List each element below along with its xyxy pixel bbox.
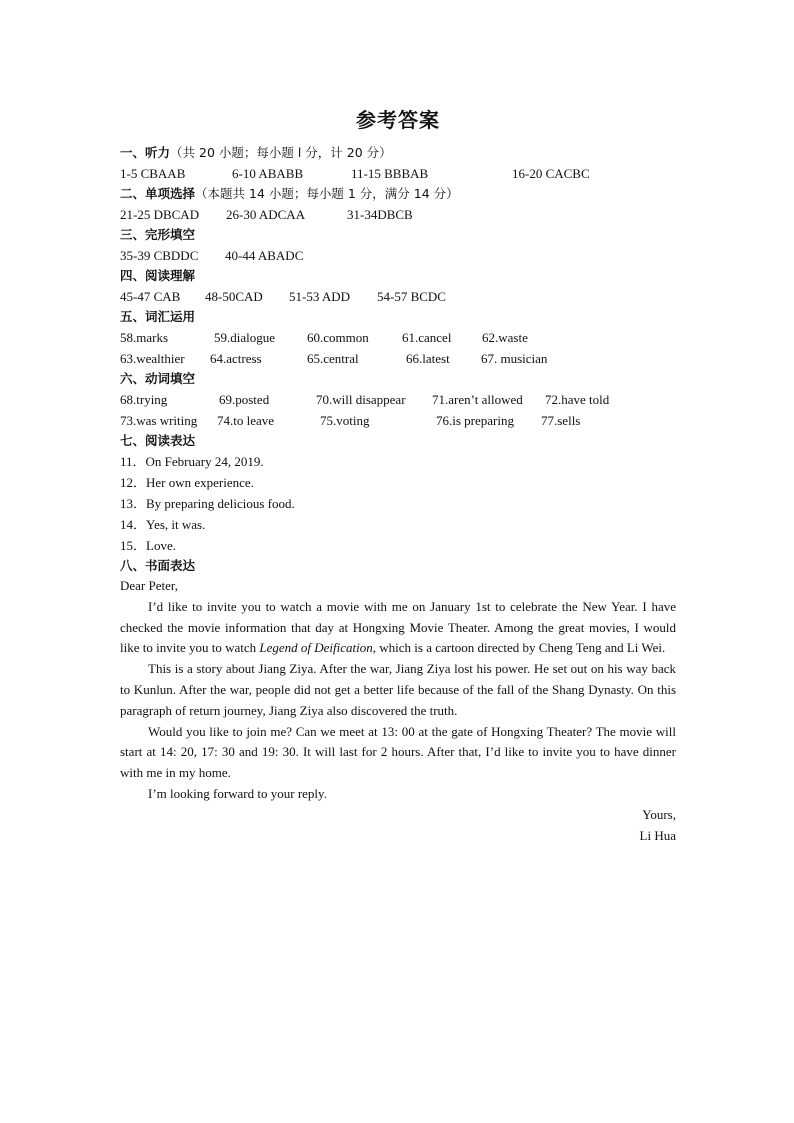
answer-row bbox=[120, 327, 676, 348]
answer-item: 63.wealthier bbox=[120, 351, 185, 366]
section-heading: 五、词汇运用 bbox=[120, 309, 196, 324]
answer-key-page bbox=[120, 104, 676, 846]
answer-group: 6-10 ABABB bbox=[232, 166, 304, 181]
letter-signature: Li Hua bbox=[639, 827, 676, 843]
answer-line: 15．Love. bbox=[120, 538, 176, 553]
answer-group: 48-50CAD bbox=[205, 289, 263, 304]
answer-group: 35-39 CBDDC bbox=[120, 248, 199, 263]
answer-item: 60.common bbox=[307, 330, 369, 345]
sample-letter bbox=[120, 576, 676, 846]
answer-item: 68.trying bbox=[120, 392, 168, 407]
answer-item: 67. musician bbox=[481, 351, 548, 366]
section-note: （本题共 14 小题；每小题 1 分，满分 14 分） bbox=[195, 186, 459, 201]
section-heading: 四、阅读理解 bbox=[120, 268, 196, 283]
movie-title: Legend of Deification bbox=[259, 640, 373, 656]
answer-line: 14．Yes, it was. bbox=[120, 517, 206, 532]
answer-group: 51-53 ADD bbox=[289, 289, 351, 304]
answer-row bbox=[120, 204, 676, 225]
section-heading: 八、书面表达 bbox=[120, 558, 196, 573]
section-heading: 一、听力 bbox=[120, 145, 171, 160]
answer-row bbox=[120, 389, 676, 410]
section-listening-heading bbox=[120, 143, 676, 163]
letter-paragraph bbox=[120, 597, 676, 659]
letter-paragraph: I’m looking forward to your reply. bbox=[148, 785, 327, 801]
letter-closing: Yours, bbox=[642, 806, 676, 822]
answer-row bbox=[120, 163, 676, 184]
answer-group: 1-5 CBAAB bbox=[120, 166, 186, 181]
answer-item: 61.cancel bbox=[402, 330, 452, 345]
letter-text: , which is a cartoon directed by Cheng Teng and Li Wei. bbox=[372, 640, 666, 656]
answer-item: 65.central bbox=[307, 351, 359, 366]
section-single-choice-heading bbox=[120, 184, 676, 204]
answer-group: 16-20 CACBC bbox=[512, 166, 590, 181]
section-reading-expression-heading bbox=[120, 431, 676, 451]
answer-row bbox=[120, 286, 676, 307]
answer-row bbox=[120, 410, 676, 431]
answer-group: 45-47 CAB bbox=[120, 289, 181, 304]
answer-line: 12．Her own experience. bbox=[120, 475, 254, 490]
answer-item: 71.aren’t allowed bbox=[432, 392, 523, 407]
answer-item: 62.waste bbox=[482, 330, 528, 345]
answer-item: 58.marks bbox=[120, 330, 169, 345]
answer-item: 72.have told bbox=[545, 392, 610, 407]
answer-item: 66.latest bbox=[406, 351, 450, 366]
answer-item: 74.to leave bbox=[217, 413, 275, 428]
answer-item: 69.posted bbox=[219, 392, 270, 407]
section-reading-heading bbox=[120, 266, 676, 286]
answer-group: 11-15 BBBAB bbox=[351, 166, 429, 181]
section-verb-fill-heading bbox=[120, 369, 676, 389]
section-heading: 三、完形填空 bbox=[120, 227, 196, 242]
answer-group: 31-34DBCB bbox=[347, 207, 413, 222]
section-heading: 七、阅读表达 bbox=[120, 433, 196, 448]
answer-row bbox=[120, 348, 676, 369]
page-title: 参考答案 bbox=[356, 108, 440, 132]
section-writing-heading bbox=[120, 556, 676, 576]
answer-item: 59.dialogue bbox=[214, 330, 276, 345]
answer-item: 76.is preparing bbox=[436, 413, 514, 428]
answer-item: 77.sells bbox=[541, 413, 581, 428]
answer-item: 73.was writing bbox=[120, 413, 198, 428]
answer-row bbox=[120, 245, 676, 266]
answer-item: 70.will disappear bbox=[316, 392, 406, 407]
answer-group: 21-25 DBCAD bbox=[120, 207, 200, 222]
answer-item: 75.voting bbox=[320, 413, 370, 428]
letter-paragraph: This is a story about Jiang Ziya. After the war, Jiang Ziya lost his power. He set out on his way back to Kunlun. After the war, people did not get a better life because of the fall of the Shang Dynasty. On this paragraph of return journey, Jiang Ziya also discovered the truth. bbox=[120, 661, 676, 718]
section-vocabulary-heading bbox=[120, 307, 676, 327]
letter-paragraph: Would you like to join me? Can we meet at 13: 00 at the gate of Hongxing Theater? The movie will start at 14: 20, 17: 30 and 19: 30. It will last for 2 hours. After that, I’d like to invite you to have dinner with me in my home. bbox=[120, 723, 676, 781]
section-heading: 六、动词填空 bbox=[120, 371, 196, 386]
section-cloze-heading bbox=[120, 225, 676, 245]
letter-text: I’d like to invite you to watch a movie with me on January 1st to celebrate the New Year. I have checked the movie information that day at Hongxing Movie Theater. Among the great movies, I would like to invite you to watch bbox=[120, 598, 676, 656]
answer-line: 11．On February 24, 2019. bbox=[120, 454, 264, 469]
section-heading: 二、单项选择 bbox=[120, 186, 196, 201]
answer-item: 64.actress bbox=[210, 351, 262, 366]
answer-group: 40-44 ABADC bbox=[225, 248, 304, 263]
letter-greeting: Dear Peter, bbox=[120, 578, 178, 593]
section-note: （共 20 小题；每小题 l 分，计 20 分） bbox=[170, 145, 392, 160]
answer-group: 26-30 ADCAA bbox=[226, 207, 306, 222]
answer-line: 13．By preparing delicious food. bbox=[120, 496, 295, 511]
answer-group: 54-57 BCDC bbox=[377, 289, 446, 304]
